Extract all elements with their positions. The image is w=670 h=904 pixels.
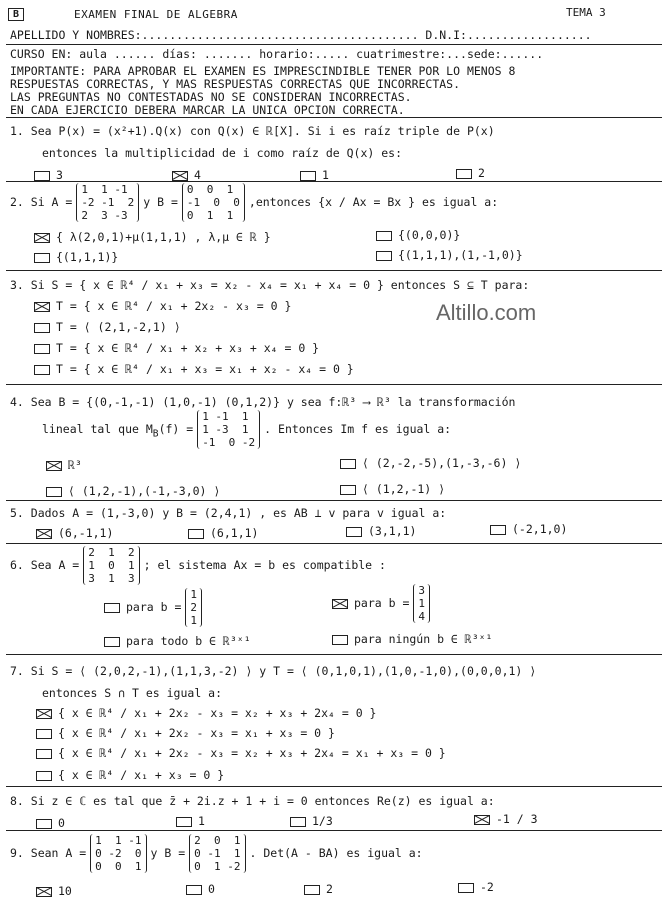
checked-box-icon (46, 461, 62, 471)
checked-box-icon (36, 709, 52, 719)
q7-statement: 7. Si S = ⟨ (2,0,2,-1),(1,1,3,-2) ⟩ y T = ⟨ (0,1,0,1),(1,0,-1,0),(0,0,0,1) ⟩ (10, 664, 537, 678)
checkbox-icon (332, 635, 348, 645)
q1-option-2[interactable]: 4 (172, 168, 201, 182)
watermark-logo: Altillo.com (436, 300, 537, 325)
divider (6, 830, 662, 831)
checked-box-icon (474, 815, 490, 825)
q8-option-4[interactable]: -1 / 3 (474, 812, 538, 826)
divider (6, 117, 662, 118)
q8-statement: 8. Si z ∈ ℂ es tal que z̄ + 2i.z + 1 + i = 0 entonces Re(z) es igual a: (10, 794, 495, 808)
checkbox-icon (36, 771, 52, 781)
checkbox-icon (36, 819, 52, 829)
divider (6, 543, 662, 544)
tema-label: TEMA 3 (566, 6, 606, 19)
checkbox-icon (376, 231, 392, 241)
checked-box-icon (34, 233, 50, 243)
divider (6, 500, 662, 501)
divider (6, 44, 662, 45)
checkbox-icon (188, 529, 204, 539)
q4-option-4[interactable]: ⟨ (1,2,-1) ⟩ (340, 482, 445, 496)
q5-statement: 5. Dados A = (1,-3,0) y B = (2,4,1) , es AB ⊥ v para v igual a: (10, 506, 447, 520)
q1-statement-2: entonces la multiplicidad de i como raíz de Q(x) es: (42, 146, 403, 160)
q1-option-4[interactable]: 2 (456, 166, 485, 180)
checkbox-icon (186, 885, 202, 895)
divider (6, 786, 662, 787)
matrix-mb: 1 -1 1 1 -3 1 -1 0 -2 (197, 410, 260, 449)
q1-option-1[interactable]: 3 (34, 168, 63, 182)
checkbox-icon (376, 251, 392, 261)
q7-option-4[interactable]: { x ∈ ℝ⁴ / x₁ + x₃ = 0 } (36, 768, 224, 782)
checkbox-icon (46, 487, 62, 497)
checkbox-icon (104, 637, 120, 647)
checkbox-icon (36, 749, 52, 759)
checked-box-icon (34, 302, 50, 312)
q3-option-1[interactable]: T = { x ∈ ℝ⁴ / x₁ + 2x₂ - x₃ = 0 } (34, 299, 291, 313)
q1-option-3[interactable]: 1 (300, 168, 329, 182)
q5-option-3[interactable]: (3,1,1) (346, 524, 416, 538)
q6-option-3[interactable]: para todo b ∈ ℝ³ˣ¹ (104, 634, 251, 648)
q4-option-3[interactable]: ⟨ (1,2,-1),(-1,-3,0) ⟩ (46, 484, 220, 498)
checkbox-icon (34, 323, 50, 333)
checkbox-icon (346, 527, 362, 537)
q9-option-3[interactable]: 2 (304, 882, 333, 896)
checkbox-icon (340, 459, 356, 469)
checkbox-icon (458, 883, 474, 893)
q4-option-2[interactable]: ⟨ (2,-2,-5),(1,-3,-6) ⟩ (340, 456, 521, 470)
divider (6, 654, 662, 655)
q4-statement: 4. Sea B = {(0,-1,-1) (1,0,-1) (0,1,2)} y sea f:ℝ³ ⟶ ℝ³ la transformación (10, 395, 516, 409)
q4-statement-2: lineal tal que $M_B(f)$ = 1 -1 1 1 -3 1 -1 0 -2 . Entonces Im f es igual a: (42, 410, 452, 449)
q2-option-2[interactable]: {(0,0,0)} (376, 228, 460, 242)
q5-option-4[interactable]: (-2,1,0) (490, 522, 567, 536)
checkbox-icon (104, 603, 120, 613)
divider (6, 181, 662, 182)
divider (6, 270, 662, 271)
q9-option-4[interactable]: -2 (458, 880, 494, 894)
checkbox-icon (176, 817, 192, 827)
matrix-a: 2 1 2 1 0 1 3 1 3 (83, 546, 139, 585)
q5-option-2[interactable]: (6,1,1) (188, 526, 258, 540)
checkbox-icon (304, 885, 320, 895)
name-line: APELLIDO Y NOMBRES:........................................ D.N.I:.................. (10, 28, 592, 42)
checkbox-icon (36, 729, 52, 739)
q9-statement: 9. Sean A = 1 1 -1 0 -2 0 0 0 1 y B = 2 0 1 0 -1 1 0 1 -2 . Det(A - BA) es igual a: (10, 834, 423, 873)
q2-option-4[interactable]: {(1,1,1),(1,-1,0)} (376, 248, 523, 262)
matrix-b: 0 0 1 -1 0 0 0 1 1 (182, 183, 245, 222)
exam-label: B (8, 6, 24, 21)
q7-statement-2: entonces S ∩ T es igual a: (42, 686, 223, 700)
exam-title: EXAMEN FINAL DE ALGEBRA (74, 8, 238, 21)
q3-option-4[interactable]: T = { x ∈ ℝ⁴ / x₁ + x₃ = x₁ + x₂ - x₄ = 0 } (34, 362, 354, 376)
checked-box-icon (332, 599, 348, 609)
checkbox-icon (300, 171, 316, 181)
q4-option-1[interactable]: ℝ³ (46, 458, 82, 472)
q6-statement: 6. Sea A = 2 1 2 1 0 1 3 1 3 ; el sistema Ax = b es compatible : (10, 546, 386, 585)
q5-option-1[interactable]: (6,-1,1) (36, 526, 113, 540)
q8-option-1[interactable]: 0 (36, 816, 65, 830)
checked-box-icon (172, 171, 188, 181)
important-line-4: EN CADA EJERCICIO DEBERA MARCAR LA UNICA OPCION CORRECTA. (10, 103, 405, 117)
checkbox-icon (490, 525, 506, 535)
important-line-2: RESPUESTAS CORRECTAS, Y MAS RESPUESTAS CORRECTAS QUE INCORRECTAS. (10, 77, 461, 91)
q7-option-3[interactable]: { x ∈ ℝ⁴ / x₁ + 2x₂ - x₃ = x₂ + x₃ + 2x₄ = x₁ + x₃ = 0 } (36, 746, 446, 760)
checked-box-icon (36, 887, 52, 897)
matrix-a: 1 1 -1 -2 -1 2 2 3 -3 (76, 183, 139, 222)
checkbox-icon (290, 817, 306, 827)
checked-box-icon (36, 529, 52, 539)
q6-option-1[interactable]: para b = 1 2 1 (104, 588, 206, 627)
q6-option-2[interactable]: para b = 3 1 4 (332, 584, 434, 623)
q2-statement: 2. Si A = 1 1 -1 -2 -1 2 2 3 -3 y B = 0 0 1 -1 0 0 0 1 1 ,entonces {x / Ax = Bx } es igual a: (10, 183, 499, 222)
matrix-b: 2 0 1 0 -1 1 0 1 -2 (189, 834, 245, 873)
q9-option-2[interactable]: 0 (186, 882, 215, 896)
q2-option-3[interactable]: {(1,1,1)} (34, 250, 118, 264)
checkbox-icon (456, 169, 472, 179)
checkbox-icon (34, 365, 50, 375)
course-line: CURSO EN: aula ...... días: ....... horario:..... cuatrimestre:...sede:...... (10, 47, 544, 61)
important-line-3: LAS PREGUNTAS NO CONTESTADAS NO SE CONSIDERAN INCORRECTAS. (10, 90, 412, 104)
checkbox-icon (34, 253, 50, 263)
q2-option-1[interactable]: { λ(2,0,1)+μ(1,1,1) , λ,μ ∈ ℝ } (34, 230, 271, 244)
q8-option-3[interactable]: 1/3 (290, 814, 333, 828)
q9-option-1[interactable]: 10 (36, 884, 72, 898)
important-line-1: IMPORTANTE: PARA APROBAR EL EXAMEN ES IMPRESCINDIBLE TENER POR LO MENOS 8 (10, 64, 516, 78)
q7-option-1[interactable]: { x ∈ ℝ⁴ / x₁ + 2x₂ - x₃ = x₂ + x₃ + 2x₄ = 0 } (36, 706, 377, 720)
checkbox-icon (34, 171, 50, 181)
q3-option-3[interactable]: T = { x ∈ ℝ⁴ / x₁ + x₂ + x₃ + x₄ = 0 } (34, 341, 319, 355)
q3-option-2[interactable]: T = ⟨ (2,1,-2,1) ⟩ (34, 320, 181, 334)
q3-statement: 3. Si S = { x ∈ ℝ⁴ / x₁ + x₃ = x₂ - x₄ = x₁ + x₄ = 0 } entonces S ⊆ T para: (10, 278, 530, 292)
q7-option-2[interactable]: { x ∈ ℝ⁴ / x₁ + 2x₂ - x₃ = x₁ + x₃ = 0 } (36, 726, 335, 740)
q8-option-2[interactable]: 1 (176, 814, 205, 828)
checkbox-icon (340, 485, 356, 495)
q6-option-4[interactable]: para ningún b ∈ ℝ³ˣ¹ (332, 632, 492, 646)
divider (6, 384, 662, 385)
matrix-a: 1 1 -1 0 -2 0 0 0 1 (90, 834, 146, 873)
checkbox-icon (34, 344, 50, 354)
q1-statement: 1. Sea P(x) = (x²+1).Q(x) con Q(x) ∈ ℝ[X]. Si i es raíz triple de P(x) (10, 124, 495, 138)
